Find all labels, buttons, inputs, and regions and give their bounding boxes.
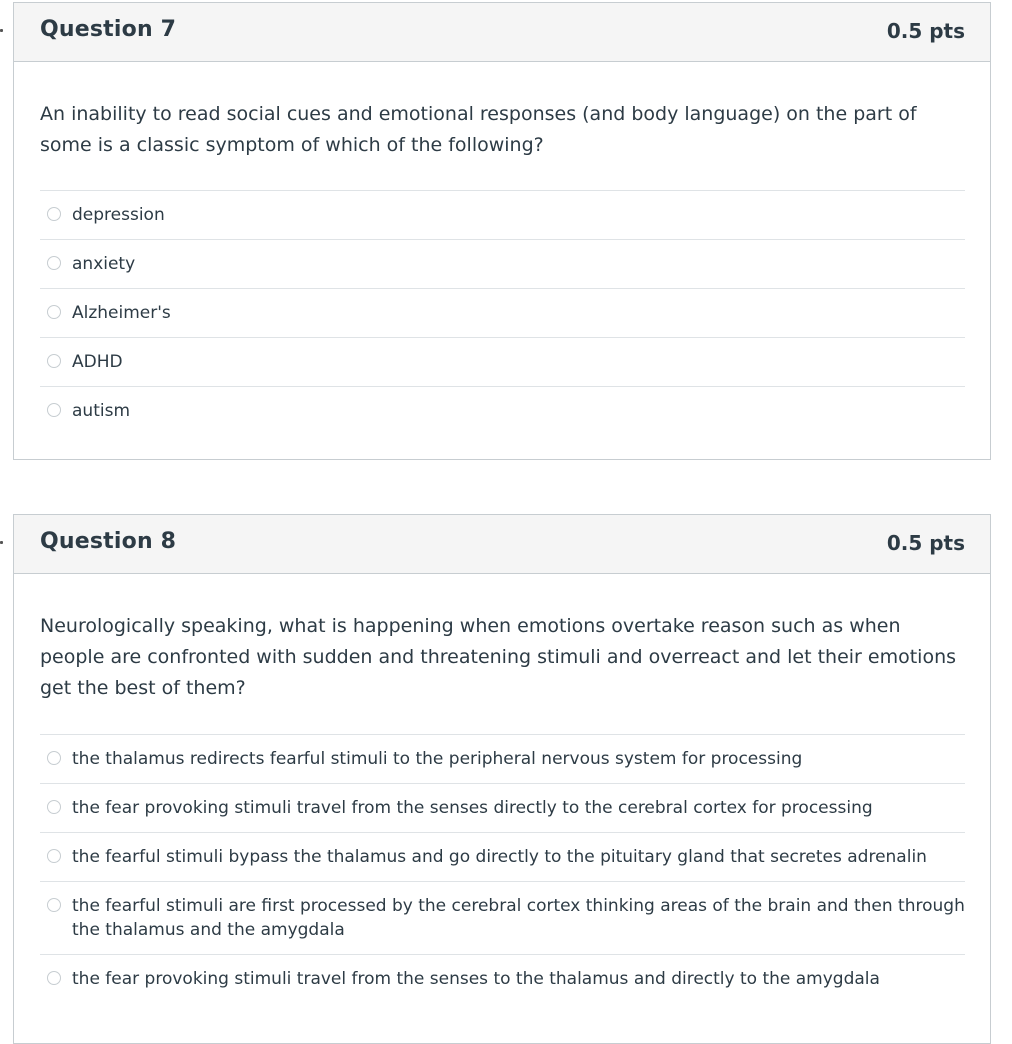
answer-option[interactable] bbox=[40, 289, 965, 338]
answer-label[interactable]: ADHD bbox=[72, 352, 123, 372]
answer-label[interactable]: the fear provoking stimuli travel from the senses directly to the cerebral cortex for processing bbox=[72, 798, 873, 818]
answer-option[interactable] bbox=[40, 784, 965, 833]
answer-option[interactable] bbox=[40, 833, 965, 882]
question-8-edge-marker bbox=[0, 541, 3, 544]
radio-button[interactable] bbox=[47, 256, 61, 270]
question-7-answers bbox=[40, 190, 965, 435]
answer-label[interactable]: the thalamus redirects fearful stimuli to the peripheral nervous system for processing bbox=[72, 749, 803, 769]
question-8-title: Question 8 bbox=[40, 529, 177, 554]
question-7-header bbox=[14, 3, 990, 62]
answer-option[interactable] bbox=[40, 191, 965, 240]
question-8-text: Neurologically speaking, what is happening when emotions overtake reason such as when people are confronted with sudden and threatening stimuli and overreact and let their emotions get the best of them? bbox=[40, 615, 957, 699]
radio-button[interactable] bbox=[47, 354, 61, 368]
answer-option[interactable] bbox=[40, 338, 965, 387]
question-7-edge-marker bbox=[0, 29, 3, 32]
answer-option[interactable] bbox=[40, 735, 965, 784]
question-8-points: 0.5 pts bbox=[886, 531, 965, 555]
answer-label[interactable]: autism bbox=[72, 401, 130, 421]
question-7-points: 0.5 pts bbox=[886, 19, 965, 43]
question-8-header bbox=[14, 515, 990, 574]
answer-option[interactable] bbox=[40, 240, 965, 289]
radio-button[interactable] bbox=[47, 403, 61, 417]
question-7-body bbox=[14, 99, 990, 435]
radio-button[interactable] bbox=[47, 971, 61, 985]
radio-button[interactable] bbox=[47, 305, 61, 319]
question-7-card bbox=[13, 2, 991, 460]
answer-label[interactable]: Alzheimer's bbox=[72, 303, 171, 323]
answer-label[interactable]: depression bbox=[72, 205, 165, 225]
question-7-text: An inability to read social cues and emotional responses (and body language) on the part of some is a classic symptom of which of the following? bbox=[40, 103, 917, 156]
answer-label[interactable]: anxiety bbox=[72, 254, 136, 274]
answer-option[interactable] bbox=[40, 955, 965, 1003]
question-8-answers bbox=[40, 734, 965, 1003]
question-8-body bbox=[14, 611, 990, 1003]
question-7-title: Question 7 bbox=[40, 17, 177, 42]
question-8-card bbox=[13, 514, 991, 1044]
radio-button[interactable] bbox=[47, 207, 61, 221]
radio-button[interactable] bbox=[47, 898, 61, 912]
answer-label[interactable]: the fear provoking stimuli travel from the senses to the thalamus and directly to the amygdala bbox=[72, 969, 880, 989]
answer-label[interactable]: the fearful stimuli bypass the thalamus and go directly to the pituitary gland that secretes adrenalin bbox=[72, 847, 927, 867]
radio-button[interactable] bbox=[47, 849, 61, 863]
answer-option[interactable] bbox=[40, 882, 965, 955]
radio-button[interactable] bbox=[47, 751, 61, 765]
answer-label[interactable]: the fearful stimuli are first processed by the cerebral cortex thinking areas of the brain and then through the thalamus and the amygdala bbox=[72, 896, 965, 940]
answer-option[interactable] bbox=[40, 387, 965, 435]
radio-button[interactable] bbox=[47, 800, 61, 814]
